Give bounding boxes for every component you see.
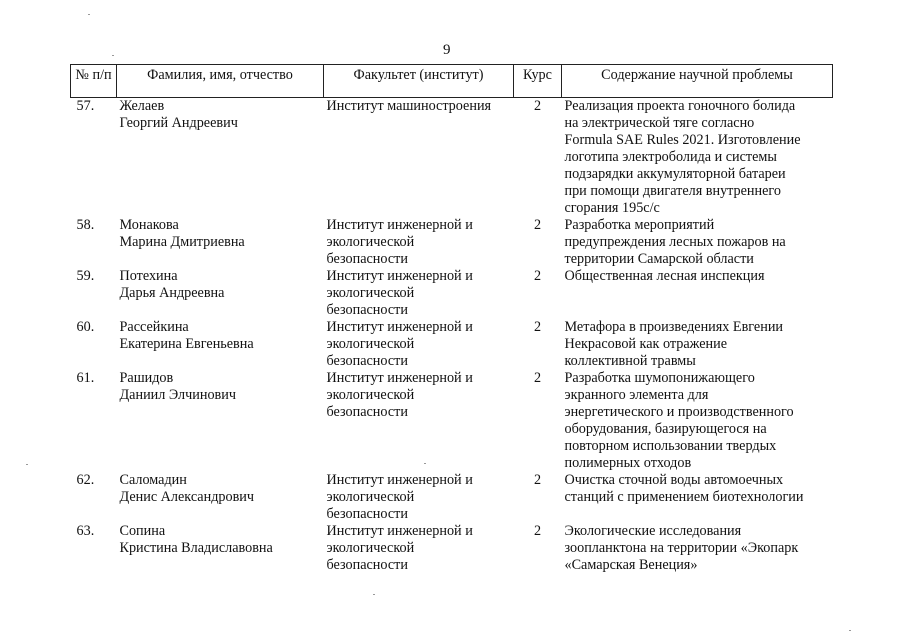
row-number-line: 62. [76, 472, 95, 488]
research-topic-line: станций с применением биотехнологии [564, 489, 804, 505]
student-name [117, 370, 324, 472]
student-name-line: Рассейкина [119, 319, 189, 335]
faculty-line: Институт инженерной и [326, 523, 473, 539]
faculty [324, 319, 514, 370]
student-name-line: Желаев [119, 98, 165, 114]
student-name-line: Сопина [119, 523, 166, 539]
row-number-line: 59. [76, 268, 95, 284]
row-number [71, 268, 117, 319]
table-row [71, 217, 833, 268]
course-line: 2 [533, 523, 542, 539]
row-number [71, 472, 117, 523]
student-name-line: Потехина [119, 268, 178, 284]
research-topic [562, 523, 833, 574]
student-name-line: Саломадин [119, 472, 187, 488]
header-number: № п/п [71, 65, 117, 98]
student-name [117, 268, 324, 319]
row-number-line: 61. [76, 370, 95, 386]
research-topic-line: Разработка мероприятий [564, 217, 715, 233]
student-name-line: Денис Александрович [119, 489, 255, 505]
faculty-line: экологической [326, 387, 415, 403]
course [514, 98, 562, 218]
row-number-line: 63. [76, 523, 95, 539]
research-topic-line: оборудования, базирующегося на [564, 421, 767, 437]
row-number-line: 57. [76, 98, 95, 114]
student-name [117, 217, 324, 268]
research-topic-line: коллективной травмы [564, 353, 696, 369]
research-topic-line: полимерных отходов [564, 455, 692, 471]
faculty-line: безопасности [326, 557, 408, 573]
research-topic-line: зоопланктона на территории «Экопарк [564, 540, 799, 556]
table-row [71, 98, 833, 218]
page-number: 9 [443, 42, 451, 58]
course [514, 217, 562, 268]
research-topic-line: Реализация проекта гоночного болида [564, 98, 796, 114]
course-line: 2 [533, 472, 542, 488]
row-number [71, 523, 117, 574]
research-topic-line: экранного элемента для [564, 387, 709, 403]
faculty-line: Институт инженерной и [326, 217, 473, 233]
students-table [70, 64, 833, 574]
row-number [71, 98, 117, 218]
scan-speck [373, 594, 375, 595]
research-topic-line: Экологические исследования [564, 523, 742, 539]
research-topic-line: Общественная лесная инспекция [564, 268, 765, 284]
research-topic-line: «Самарская Венеция» [564, 557, 698, 573]
course-line: 2 [533, 217, 542, 233]
research-topic [562, 370, 833, 472]
research-topic-line: повторном использовании твердых [564, 438, 777, 454]
scan-speck [26, 464, 28, 465]
research-topic [562, 98, 833, 218]
scan-speck [88, 14, 90, 15]
scan-speck [112, 55, 114, 56]
faculty-line: экологической [326, 489, 415, 505]
faculty-line: безопасности [326, 251, 408, 267]
faculty-line: экологической [326, 540, 415, 556]
research-topic-line: предупреждения лесных пожаров на [564, 234, 786, 250]
table-row [71, 268, 833, 319]
course-line: 2 [533, 98, 542, 114]
faculty-line: Институт инженерной и [326, 319, 473, 335]
row-number-line: 60. [76, 319, 95, 335]
research-topic [562, 472, 833, 523]
header-name: Фамилия, имя, отчество [117, 65, 324, 98]
header-course: Курс [514, 65, 562, 98]
table-row [71, 319, 833, 370]
faculty-line: экологической [326, 285, 415, 301]
header-topic: Содержание научной проблемы [562, 65, 833, 98]
course-line: 2 [533, 268, 542, 284]
research-topic-line: сгорания 195с/с [564, 200, 660, 216]
row-number [71, 217, 117, 268]
course [514, 268, 562, 319]
research-topic [562, 217, 833, 268]
faculty-line: безопасности [326, 353, 408, 369]
research-topic-line: Formula SAE Rules 2021. Изготовление [564, 132, 801, 148]
research-topic-line: Некрасовой как отражение [564, 336, 728, 352]
research-topic-line: на электрической тяге согласно [564, 115, 755, 131]
faculty-line: Институт инженерной и [326, 472, 473, 488]
course-line: 2 [533, 370, 542, 386]
student-name-line: Екатерина Евгеньевна [119, 336, 254, 352]
course [514, 472, 562, 523]
student-name [117, 98, 324, 218]
faculty-line: экологической [326, 336, 415, 352]
student-name-line: Рашидов [119, 370, 174, 386]
research-topic-line: Метафора в произведениях Евгении [564, 319, 784, 335]
faculty [324, 523, 514, 574]
research-topic-line: Очистка сточной воды автомоечных [564, 472, 784, 488]
row-number-line: 58. [76, 217, 95, 233]
table-header-row [71, 65, 833, 98]
course [514, 370, 562, 472]
research-topic [562, 268, 833, 319]
table-body [71, 98, 833, 575]
faculty-line: безопасности [326, 404, 408, 420]
faculty-line: безопасности [326, 506, 408, 522]
course-line: 2 [533, 319, 542, 335]
scan-speck [849, 630, 851, 631]
student-name [117, 472, 324, 523]
student-name-line: Даниил Элчинович [119, 387, 236, 403]
faculty [324, 98, 514, 218]
table-row [71, 472, 833, 523]
student-name-line: Кристина Владиславовна [119, 540, 273, 556]
research-topic-line: подзарядки аккумуляторной батареи [564, 166, 786, 182]
research-topic-line: при помощи двигателя внутреннего [564, 183, 781, 199]
faculty [324, 217, 514, 268]
research-topic-line: энергетического и производственного [564, 404, 794, 420]
student-name [117, 523, 324, 574]
student-name-line: Монакова [119, 217, 179, 233]
faculty-line: Институт инженерной и [326, 268, 473, 284]
row-number [71, 370, 117, 472]
faculty [324, 370, 514, 472]
faculty-line: экологической [326, 234, 415, 250]
student-name [117, 319, 324, 370]
course [514, 523, 562, 574]
student-name-line: Марина Дмитриевна [119, 234, 245, 250]
faculty-line: Институт машиностроения [326, 98, 492, 114]
header-faculty: Факультет (институт) [324, 65, 514, 98]
faculty-line: безопасности [326, 302, 408, 318]
research-topic-line: территории Самарской области [564, 251, 754, 267]
research-topic-line: логотипа электроболида и системы [564, 149, 777, 165]
student-name-line: Георгий Андреевич [119, 115, 238, 131]
research-topic-line: Разработка шумопонижающего [564, 370, 755, 386]
research-topic [562, 319, 833, 370]
course [514, 319, 562, 370]
row-number [71, 319, 117, 370]
faculty [324, 268, 514, 319]
student-name-line: Дарья Андреевна [119, 285, 225, 301]
table-row [71, 523, 833, 574]
faculty [324, 472, 514, 523]
faculty-line: Институт инженерной и [326, 370, 473, 386]
table-row [71, 370, 833, 472]
